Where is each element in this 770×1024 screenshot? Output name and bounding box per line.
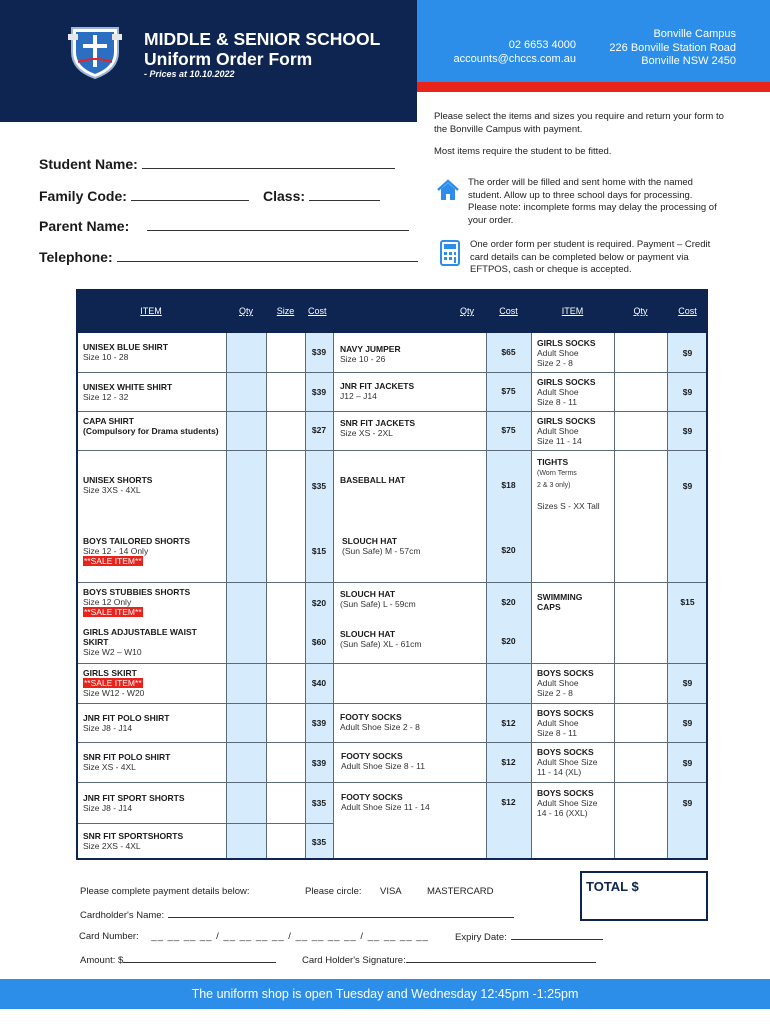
amount-label: Amount: $ <box>80 955 124 966</box>
payment-intro: Please complete payment details below: <box>80 886 250 897</box>
student-name-row <box>39 156 395 172</box>
email-address: accounts@chccs.com.au <box>453 53 576 65</box>
price: $39 <box>311 347 327 357</box>
telephone-label: Telephone: <box>39 249 113 265</box>
sale-badge: **SALE ITEM** <box>84 556 142 566</box>
item-boys-tailored-shorts: BOYS TAILORED SHORTS Size 12 - 14 Only **SALE ITEM** <box>83 536 191 566</box>
address-block <box>609 28 736 69</box>
price: $39 <box>311 718 327 728</box>
item-slouch-hat-l: SLOUCH HAT (Sun Safe) L - 59cm <box>340 589 416 609</box>
school-crest-logo <box>66 22 124 80</box>
class-row <box>263 188 380 204</box>
student-name-label: Student Name: <box>39 156 138 172</box>
item-boys-socks-14-16: BOYS SOCKS Adult Shoe Size 14 - 16 (XXL) <box>537 788 598 818</box>
item-snr-fit-polo: SNR FIT POLO SHIRT Size XS - 4XL <box>83 752 171 772</box>
sale-badge: **SALE ITEM** <box>84 678 142 688</box>
price: $20 <box>501 545 516 555</box>
instruction-select-items: Please select the items and sizes you require and return your form to the Bonville Campus with payment. <box>434 111 724 135</box>
price: $60 <box>311 637 327 647</box>
item-capa-shirt: CAPA SHIRT (Compulsory for Drama students) <box>83 416 219 436</box>
price: $15 <box>680 597 695 607</box>
footer-banner <box>0 979 770 1009</box>
expiry-field[interactable] <box>511 931 603 940</box>
price: $9 <box>682 678 693 688</box>
parent-name-field[interactable] <box>147 219 409 231</box>
price: $9 <box>682 481 693 491</box>
item-girls-adjustable-skirt: GIRLS ADJUSTABLE WAIST SKIRT Size W2 – W10 <box>83 627 197 657</box>
price: $40 <box>311 678 327 688</box>
price: $9 <box>682 798 693 808</box>
footer-text: The uniform shop is open Tuesday and Wednesday 12:45pm -1:25pm <box>191 987 579 1001</box>
price: $75 <box>501 425 516 435</box>
price: $18 <box>501 480 516 490</box>
item-girls-skirt: GIRLS SKIRT **SALE ITEM** Size W12 - W20 <box>83 668 145 698</box>
header-cost: Cost <box>305 289 333 333</box>
header-item: ITEM <box>76 289 226 333</box>
telephone-row <box>39 249 418 265</box>
expiry-label: Expiry Date: <box>455 932 507 943</box>
total-box[interactable] <box>580 871 708 921</box>
order-table <box>76 289 708 860</box>
form-title <box>144 29 380 69</box>
contact-block <box>454 38 576 66</box>
price: $9 <box>682 387 693 397</box>
price: $12 <box>501 718 516 728</box>
item-girls-socks-2-8: GIRLS SOCKS Adult Shoe Size 2 - 8 <box>537 338 596 368</box>
title-line-1: MIDDLE & SENIOR SCHOOL <box>144 29 381 49</box>
signature-label: Card Holder's Signature: <box>302 955 406 966</box>
item-unisex-blue-shirt: UNISEX BLUE SHIRT Size 10 - 28 <box>83 342 169 362</box>
item-jnr-fit-polo: JNR FIT POLO SHIRT Size J8 - J14 <box>83 713 170 733</box>
card-number-label: Card Number: <box>79 931 139 942</box>
price: $12 <box>501 757 516 767</box>
price: $65 <box>501 347 516 357</box>
price: $35 <box>311 837 327 847</box>
expiry-row <box>455 931 603 943</box>
item-slouch-hat-m: SLOUCH HAT (Sun Safe) M - 57cm <box>342 536 421 556</box>
parent-name-row <box>39 218 409 234</box>
family-code-field[interactable] <box>131 189 249 201</box>
instruction-fitting: Most items require the student to be fitted. <box>434 146 612 157</box>
item-boys-socks-8-11: BOYS SOCKS Adult Shoe Size 8 - 11 <box>537 708 594 738</box>
prices-date: - Prices at 10.10.2022 <box>144 69 235 79</box>
price: $75 <box>501 386 516 396</box>
item-jnr-fit-sport-shorts: JNR FIT SPORT SHORTS Size J8 - J14 <box>83 793 185 813</box>
signature-field[interactable] <box>406 954 596 963</box>
price: $20 <box>311 598 327 608</box>
family-code-row <box>39 188 249 204</box>
item-unisex-shorts: UNISEX SHORTS Size 3XS - 4XL <box>83 475 153 495</box>
price: $35 <box>311 481 327 491</box>
item-boys-socks-11-14: BOYS SOCKS Adult Shoe Size 11 - 14 (XL) <box>537 747 598 777</box>
item-girls-socks-8-11: GIRLS SOCKS Adult Shoe Size 8 - 11 <box>537 377 596 407</box>
price: $12 <box>501 797 516 807</box>
instruction-payment: One order form per student is required. Payment – Credit card details can be completed below or payment via EFTPOS, cash or cheque is accepted. <box>470 239 711 275</box>
price: $39 <box>311 387 327 397</box>
price: $39 <box>311 758 327 768</box>
item-unisex-white-shirt: UNISEX WHITE SHIRT Size 12 - 32 <box>83 382 173 402</box>
price: $35 <box>311 798 327 808</box>
header-qty-2: Qty <box>333 289 486 333</box>
parent-name-label: Parent Name: <box>39 218 130 234</box>
mastercard-option[interactable]: MASTERCARD <box>427 886 494 897</box>
sale-badge: **SALE ITEM** <box>84 607 142 617</box>
header-size: Size <box>266 289 305 333</box>
card-number-field[interactable]: __ __ __ __ / __ __ __ __ / __ __ __ __ / __ __ __ __ <box>151 931 429 942</box>
price: $27 <box>311 425 327 435</box>
item-snr-fit-jackets: SNR FIT JACKETS Size XS - 2XL <box>340 418 416 438</box>
header-cost-2: Cost <box>486 289 531 333</box>
item-slouch-hat-xl: SLOUCH HAT (Sun Safe) XL - 61cm <box>340 629 422 649</box>
title-line-2: Uniform Order Form <box>144 49 313 69</box>
amount-field[interactable] <box>123 954 276 963</box>
item-boys-socks-2-8: BOYS SOCKS Adult Shoe Size 2 - 8 <box>537 668 594 698</box>
price: $20 <box>501 597 516 607</box>
item-jnr-fit-jackets: JNR FIT JACKETS J12 – J14 <box>340 381 415 401</box>
card-number-row <box>79 931 429 942</box>
item-footy-socks-11-14: FOOTY SOCKS Adult Shoe Size 11 - 14 <box>341 792 430 812</box>
class-label: Class: <box>263 188 306 204</box>
cardholder-field[interactable] <box>168 909 514 918</box>
amount-row <box>80 954 276 966</box>
item-boys-stubbies-shorts: BOYS STUBBIES SHORTS Size 12 Only **SALE ITEM** <box>83 587 191 617</box>
price: $9 <box>682 758 693 768</box>
item-swimming-caps: SWIMMING CAPS <box>537 592 583 612</box>
price: $15 <box>311 546 327 556</box>
visa-option[interactable]: VISA <box>380 886 402 897</box>
header-item-3: ITEM <box>531 289 614 333</box>
header-qty: Qty <box>226 289 266 333</box>
telephone-field[interactable] <box>117 250 418 262</box>
item-footy-socks-8-11: FOOTY SOCKS Adult Shoe Size 8 - 11 <box>341 751 425 771</box>
instruction-processing: The order will be filled and sent home with the named student. Allow up to three school days for processing. Please note: incomplete forms may delay the processing of your order. <box>468 177 717 226</box>
circle-label: Please circle: <box>305 886 362 897</box>
house-icon <box>436 178 460 202</box>
class-field[interactable] <box>309 189 380 201</box>
calculator-icon <box>440 240 460 266</box>
header-red-stripe <box>417 82 770 92</box>
price: $9 <box>682 718 693 728</box>
price: $9 <box>682 348 693 358</box>
family-code-label: Family Code: <box>39 188 127 204</box>
item-snr-fit-sportshorts: SNR FIT SPORTSHORTS Size 2XS - 4XL <box>83 831 184 851</box>
header-cost-3: Cost <box>667 289 708 333</box>
signature-row <box>302 954 596 966</box>
item-baseball-hat: BASEBALL HAT <box>340 475 406 485</box>
item-navy-jumper: NAVY JUMPER Size 10 - 26 <box>340 344 401 364</box>
phone-number: 02 6653 4000 <box>508 39 576 51</box>
student-name-field[interactable] <box>142 157 395 169</box>
item-girls-socks-11-14: GIRLS SOCKS Adult Shoe Size 11 - 14 <box>537 416 596 446</box>
price: $9 <box>682 426 693 436</box>
total-label: TOTAL $ <box>586 879 639 894</box>
item-tights: TIGHTS (Worn Terms 2 & 3 only) Sizes S - XX Tall <box>537 457 600 511</box>
cardholder-label: Cardholder's Name: <box>80 910 165 921</box>
suburb-address: Bonville NSW 2450 <box>641 55 736 67</box>
cardholder-row <box>80 909 514 921</box>
price: $20 <box>501 636 516 646</box>
campus-name: Bonville Campus <box>653 28 736 40</box>
table-border <box>76 289 708 860</box>
item-footy-socks-2-8: FOOTY SOCKS Adult Shoe Size 2 - 8 <box>340 712 420 732</box>
street-address: 226 Bonville Station Road <box>609 41 736 54</box>
header-qty-3: Qty <box>614 289 667 333</box>
